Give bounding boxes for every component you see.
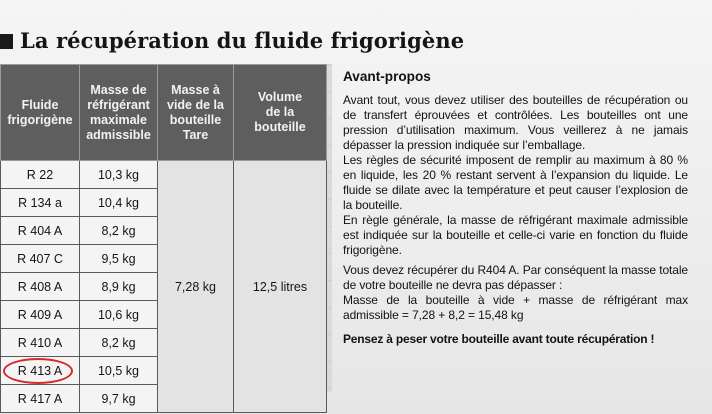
header-empty-mass-line-1: Masse à xyxy=(171,82,220,97)
mass-cell: 9,7 kg xyxy=(80,385,158,413)
tare-cell: 7,28 kg xyxy=(158,161,234,413)
mass-cell: 10,3 kg xyxy=(80,161,158,189)
foreword-section xyxy=(343,68,688,347)
foreword-paragraph: En règle générale, la masse de réfrigérant maximale admissible est indiquée sur la bouteille et celle-ci varie en fonction du fluide frigorigène. xyxy=(343,213,688,257)
foreword-paragraph: Masse de la bouteille à vide + masse de réfrigérant max admissible = 7,28 + 8,2 = 15,48 kg xyxy=(343,293,688,322)
header-mass-line-4: admissible xyxy=(86,127,151,142)
mass-cell: 9,5 kg xyxy=(80,245,158,273)
fluid-cell: R 134 a xyxy=(1,189,80,217)
header-fluid xyxy=(1,65,80,161)
fluid-cell: R 409 A xyxy=(1,301,80,329)
mass-cell: 8,2 kg xyxy=(80,217,158,245)
foreword-paragraph: Vous devez récupérer du R404 A. Par conséquent la masse totale de votre bouteille ne devra pas dépasser : xyxy=(343,263,688,292)
table-header-row xyxy=(1,65,327,161)
fluid-cell: R 408 A xyxy=(1,273,80,301)
header-mass-line-2: réfrigérant xyxy=(87,97,150,112)
foreword-paragraph: Les règles de sécurité imposent de remplir au maximum à 80 % en liquide, les 20 % restant servent à l’expansion du liquide. Le fluide se dilate avec la température et peut causer l’explosion de la bouteille. xyxy=(343,153,688,212)
foreword-paragraph: Avant tout, vous devez utiliser des bouteilles de récupération ou de transfert éprouvées et contrôlées. Les bouteilles ont une pression d’utilisation maximum. Vous veillerez à ne jamais dépasser la pression indiquée sur l’emballage. xyxy=(343,93,688,152)
header-mass xyxy=(80,65,158,161)
foreword-heading: Avant-propos xyxy=(343,69,431,84)
header-volume-line-1: Volume xyxy=(257,90,303,104)
header-empty-mass xyxy=(158,65,234,161)
page-title: La récupération du fluide frigorigène xyxy=(20,28,465,53)
header-empty-mass-line-3: bouteille xyxy=(169,112,222,127)
title-row xyxy=(0,26,712,60)
fluid-cell: R 407 C xyxy=(1,245,80,273)
red-circle-highlight xyxy=(3,358,73,384)
mass-cell: 10,5 kg xyxy=(80,357,158,385)
header-mass-line-1: Masse de xyxy=(90,82,147,97)
header-fluid-line-2: frigorigène xyxy=(7,112,73,127)
mass-cell: 8,2 kg xyxy=(80,329,158,357)
mass-cell: 10,6 kg xyxy=(80,301,158,329)
header-empty-mass-line-2: vide de la xyxy=(167,97,224,112)
header-fluid-line-1: Fluide xyxy=(21,97,59,112)
table-section xyxy=(0,64,332,406)
fluid-cell-highlighted: R 417 A xyxy=(1,385,80,413)
volume-cell: 12,5 litres xyxy=(234,161,327,413)
table-row xyxy=(1,161,327,189)
fluid-cell: R 404 A xyxy=(1,217,80,245)
bullet-square-icon xyxy=(0,34,13,49)
header-volume-line-2: de la xyxy=(265,105,295,119)
fluid-cell: R 413 A xyxy=(1,357,80,385)
fluid-cell: R 22 xyxy=(1,161,80,189)
header-mass-line-3: maximale xyxy=(90,112,147,127)
header-volume xyxy=(234,65,327,161)
mass-cell: 8,9 kg xyxy=(80,273,158,301)
header-empty-mass-line-4: Tare xyxy=(182,127,209,142)
header-volume-line-3: bouteille xyxy=(254,120,306,134)
fluid-cell: R 410 A xyxy=(1,329,80,357)
foreword-note: Pensez à peser votre bouteille avant toute récupération ! xyxy=(343,332,655,346)
mass-cell: 10,4 kg xyxy=(80,189,158,217)
